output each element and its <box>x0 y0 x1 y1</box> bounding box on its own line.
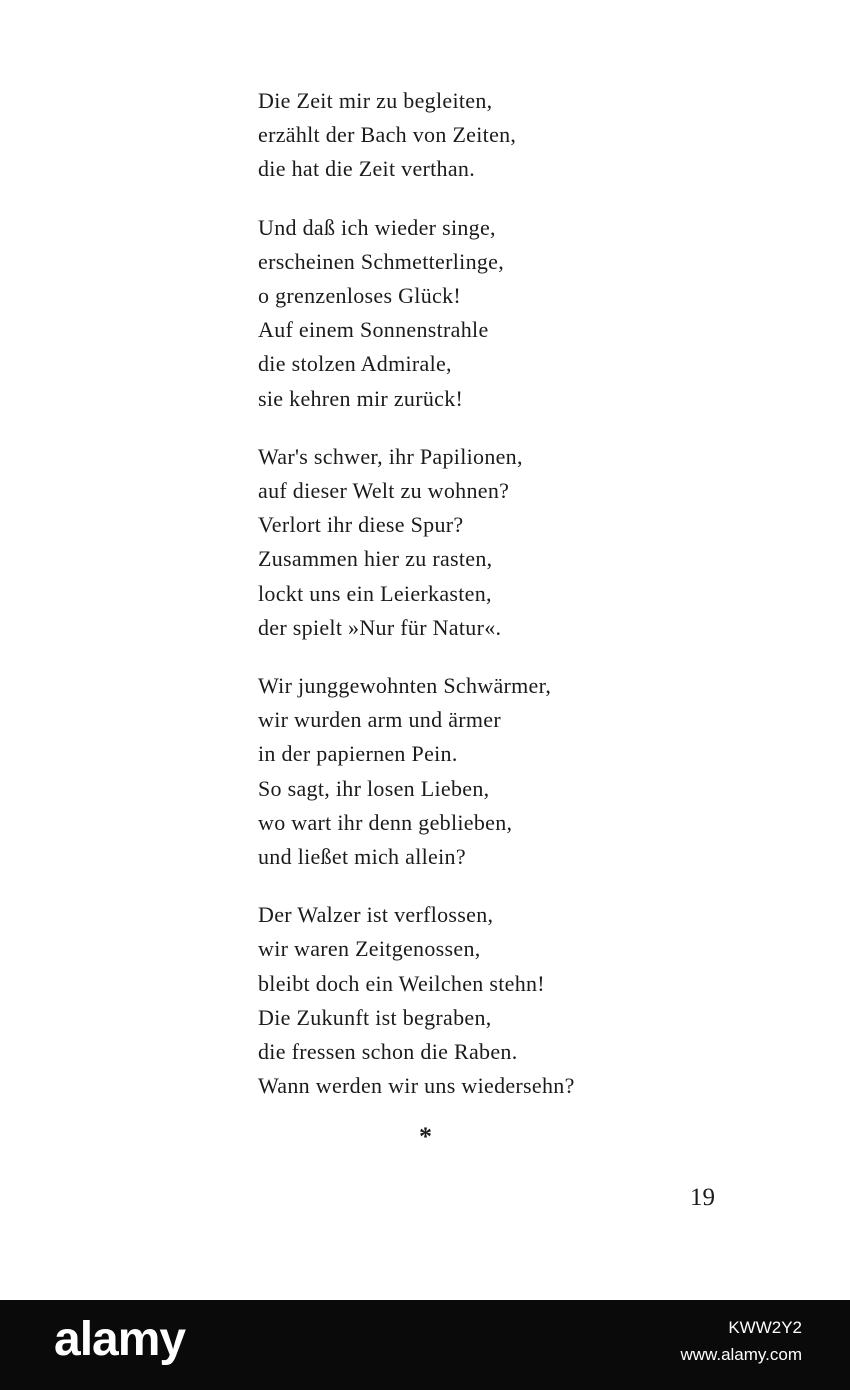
page-number: 19 <box>690 1184 715 1211</box>
poem-line: Wann werden wir uns wiedersehn? <box>258 1073 575 1099</box>
stanza-4 <box>258 669 678 874</box>
poem-line: Die Zeit mir zu begleiten, <box>258 88 493 113</box>
stanza-2 <box>258 211 678 416</box>
poem-line: erzählt der Bach von Zeiten, <box>258 122 517 148</box>
alamy-logo: alamy <box>54 1313 186 1366</box>
poem-line: o grenzenloses Glück! <box>258 283 462 309</box>
poem-line: die stolzen Admirale, <box>258 351 452 377</box>
asterisk-separator: * <box>419 1122 432 1151</box>
poem-line: erscheinen Schmetterlinge, <box>258 248 505 274</box>
poem <box>258 84 678 1127</box>
poem-line: So sagt, ihr losen Lieben, <box>258 775 490 801</box>
poem-line: die hat die Zeit verthan. <box>258 156 476 182</box>
poem-line: Wir junggewohnten Schwärmer, <box>258 673 552 699</box>
poem-line: die fressen schon die Raben. <box>258 1039 518 1065</box>
site-url: www.alamy.com <box>680 1345 802 1364</box>
poem-line: wir wurden arm und ärmer <box>258 707 502 733</box>
poem-line: Zusammen hier zu rasten, <box>258 546 493 572</box>
poem-line: und ließet mich allein? <box>258 844 466 870</box>
poem-line: War's schwer, ihr Papilionen, <box>258 443 523 469</box>
poem-line: Und daß ich wieder singe, <box>258 214 496 240</box>
image-id: KWW2Y2 <box>728 1318 802 1337</box>
poem-line: bleibt doch ein Weilchen stehn! <box>258 970 545 996</box>
poem-line: der spielt »Nur für Natur«. <box>258 614 502 640</box>
poem-line: in der papiernen Pein. <box>258 741 458 767</box>
stanza-5 <box>258 898 678 1103</box>
poem-line: Der Walzer ist verflossen, <box>258 902 494 928</box>
poem-line: Auf einem Sonnenstrahle <box>258 317 489 343</box>
poem-line: Verlort ihr diese Spur? <box>258 512 464 538</box>
poem-line: sie kehren mir zurück! <box>258 385 464 411</box>
stanza-1 <box>258 84 678 187</box>
poem-line: auf dieser Welt zu wohnen? <box>258 478 510 504</box>
stanza-3 <box>258 440 678 645</box>
poem-line: wir waren Zeitgenossen, <box>258 936 481 962</box>
poem-line: Die Zukunft ist begraben, <box>258 1004 492 1030</box>
poem-line: lockt uns ein Leierkasten, <box>258 580 492 606</box>
poem-line: wo wart ihr denn geblieben, <box>258 809 513 835</box>
